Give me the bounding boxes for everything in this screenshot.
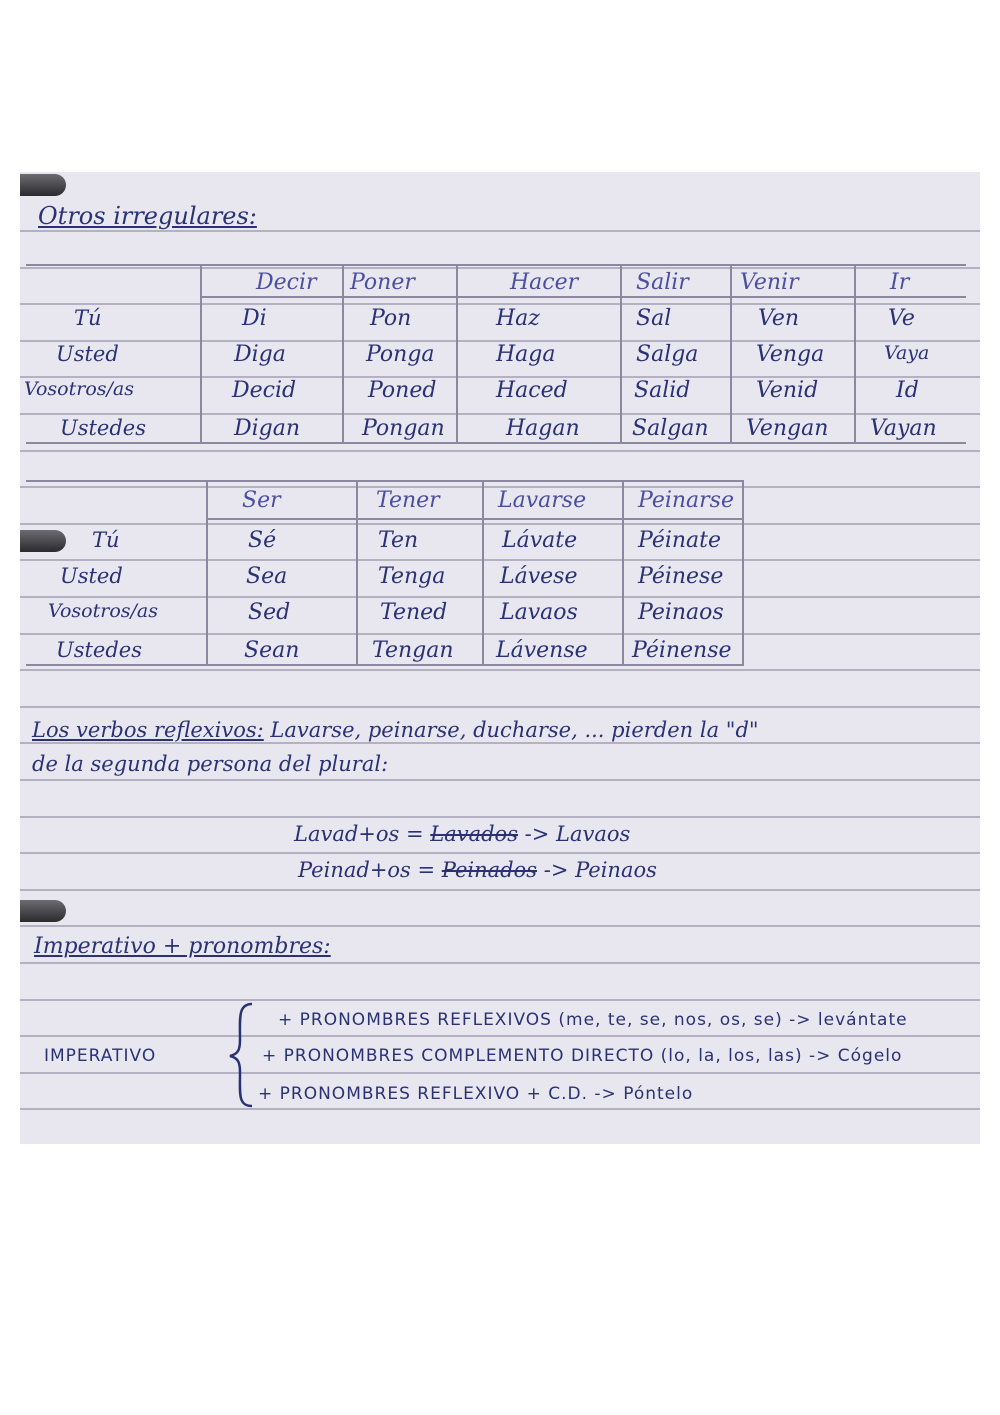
table-cell: Salga: [636, 342, 699, 367]
column-header: Tener: [376, 488, 440, 513]
binder-ring-bottom: [20, 900, 66, 922]
table-cell: Haced: [496, 378, 568, 403]
table-cell: Sé: [248, 528, 277, 553]
row-label: Ustedes: [60, 416, 146, 440]
table-cell: Diga: [234, 342, 286, 367]
ruled-line: [20, 523, 980, 525]
table-cell: Lávese: [500, 564, 578, 589]
column-header: Venir: [740, 270, 799, 295]
table-cell: Peinaos: [638, 600, 724, 625]
table-cell: Vaya: [884, 342, 930, 364]
binder-ring-top: [20, 174, 66, 196]
table-cell: Salgan: [632, 416, 709, 441]
reflexive-note-line1: [32, 718, 759, 742]
ruled-line: [20, 1072, 980, 1074]
imperativo-rule: + PRONOMBRES COMPLEMENTO DIRECTO (lo, la, los, las) -> Cógelo: [262, 1046, 903, 1066]
row-label: Usted: [60, 564, 123, 588]
ruled-line: [20, 669, 980, 671]
table-cell: Tened: [380, 600, 448, 625]
ruled-line: [20, 1035, 980, 1037]
ruled-line: [20, 742, 980, 744]
table-cell: Vengan: [746, 416, 829, 441]
ruled-line: [20, 596, 980, 598]
imperativo-rule: + PRONOMBRES REFLEXIVOS (me, te, se, nos, os, se) -> levántate: [278, 1010, 908, 1030]
notebook-page: [20, 172, 980, 1144]
column-header: Ir: [890, 270, 910, 295]
note-end: pierden la "d": [611, 718, 759, 742]
table-cell: Hagan: [506, 416, 580, 441]
table-cell: Tengan: [372, 638, 454, 663]
table-cell: Sea: [246, 564, 288, 589]
ruled-line: [20, 999, 980, 1001]
table-cell: Ten: [378, 528, 419, 553]
ruled-line: [20, 1108, 980, 1110]
table-cell: Digan: [234, 416, 301, 441]
example-lavaos: [294, 822, 630, 846]
column-header: Lavarse: [498, 488, 587, 513]
table-cell: Ve: [888, 306, 915, 331]
ruled-line: [20, 962, 980, 964]
row-label: Vosotros/as: [24, 378, 134, 400]
column-header: Salir: [636, 270, 689, 295]
ruled-line: [20, 925, 980, 927]
example-base: Lavad+os =: [294, 822, 431, 846]
table-cell: Decid: [232, 378, 297, 403]
table-cell: Péinate: [638, 528, 722, 553]
example-peinaos: [298, 858, 657, 882]
ruled-line: [20, 889, 980, 891]
table-cell: Pon: [370, 306, 412, 331]
row-label: Vosotros/as: [48, 600, 158, 622]
binder-ring-middle: [20, 530, 66, 552]
column-header: Hacer: [510, 270, 579, 295]
page-title: Otros irregulares:: [38, 202, 257, 230]
table-cell: Lávense: [496, 638, 588, 663]
table-cell: Haz: [496, 306, 540, 331]
ruled-line: [20, 779, 980, 781]
table-cell: Péinese: [638, 564, 724, 589]
ruled-line: [20, 450, 980, 452]
table-cell: Tenga: [378, 564, 446, 589]
example-result: -> Lavaos: [524, 822, 631, 846]
imperativo-label: IMPERATIVO: [44, 1046, 157, 1066]
column-header: Ser: [242, 488, 281, 513]
ruled-line: [20, 706, 980, 708]
example-result: -> Peinaos: [543, 858, 657, 882]
row-label: Tú: [92, 528, 120, 552]
ruled-line: [20, 267, 980, 269]
table-cell: Lavaos: [500, 600, 578, 625]
table-cell: Lávate: [502, 528, 578, 553]
ruled-line: [20, 559, 980, 561]
section-title-imperativo: Imperativo + pronombres:: [34, 934, 331, 959]
row-label: Ustedes: [56, 638, 142, 662]
table-cell: Venga: [756, 342, 825, 367]
table-cell: Sean: [244, 638, 300, 663]
example-struck: Lavados: [430, 822, 518, 846]
table-cell: Sal: [636, 306, 672, 331]
table-cell: Ven: [758, 306, 800, 331]
reflexive-note-line2: de la segunda persona del plural:: [32, 752, 389, 776]
ruled-line: [20, 303, 980, 305]
table-cell: Poned: [368, 378, 437, 403]
table-cell: Di: [242, 306, 267, 331]
imperativo-rule: + PRONOMBRES REFLEXIVO + C.D. -> Póntelo: [258, 1084, 694, 1104]
ruled-line: [20, 816, 980, 818]
ruled-line: [20, 633, 980, 635]
column-header: Poner: [350, 270, 415, 295]
curly-brace-icon: [226, 1000, 256, 1110]
table-cell: Venid: [756, 378, 819, 403]
example-struck: Peinados: [441, 858, 538, 882]
table-cell: Salid: [634, 378, 691, 403]
example-base: Peinad+os =: [298, 858, 442, 882]
ruled-line: [20, 230, 980, 232]
table-cell: Ponga: [366, 342, 435, 367]
row-label: Usted: [56, 342, 119, 366]
table-cell: Pongan: [362, 416, 445, 441]
table-cell: Sed: [248, 600, 291, 625]
table-cell: Vayan: [870, 416, 937, 441]
column-header: Peinarse: [638, 488, 734, 513]
note-examples: Lavarse, peinarse, ducharse, ...: [270, 718, 605, 742]
table-cell: Péinense: [632, 638, 732, 663]
table-cell: Id: [896, 378, 919, 403]
column-header: Decir: [256, 270, 317, 295]
ruled-line: [20, 852, 980, 854]
note-intro: Los verbos reflexivos:: [32, 718, 264, 742]
ruled-line: [20, 413, 980, 415]
row-label: Tú: [74, 306, 102, 330]
table-cell: Haga: [496, 342, 556, 367]
